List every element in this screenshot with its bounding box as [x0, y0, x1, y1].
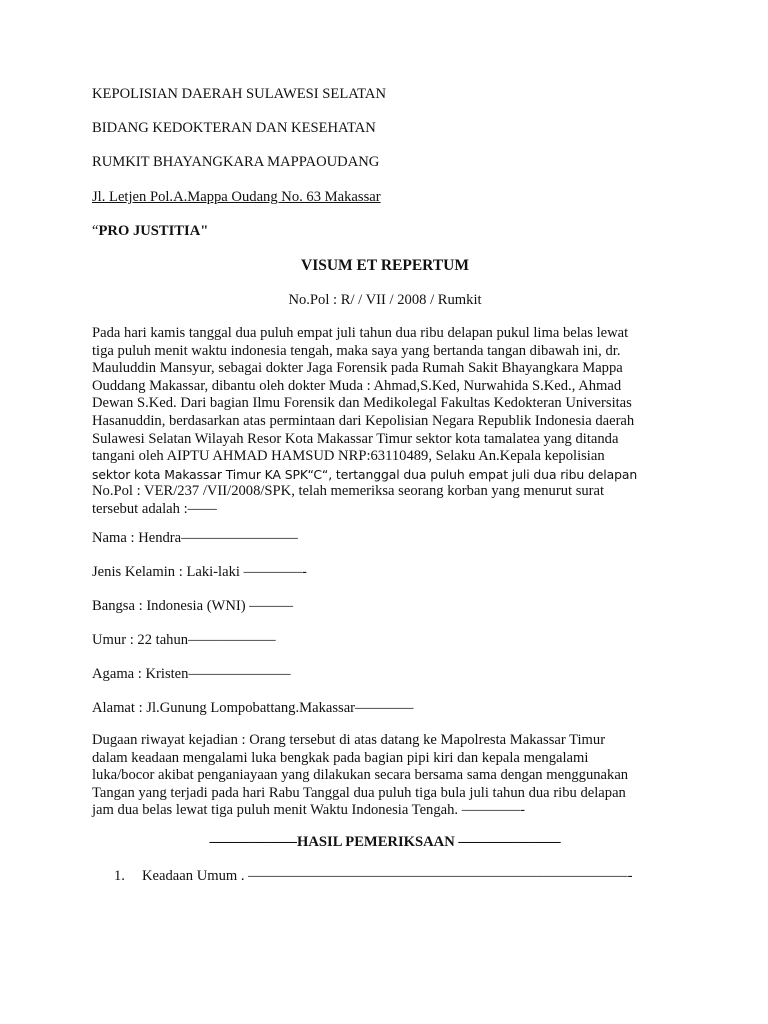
history-paragraph: [92, 732, 704, 820]
header-hospital: RUMKIT BHAYANGKARA MAPPAOUDANG: [92, 154, 380, 170]
field-umur: Umur : 22 tahun——————: [92, 632, 276, 648]
section-heading-hasil-pemeriksaan: ——————HASIL PEMERIKSAAN ———————: [209, 834, 561, 850]
intro-line: sektor kota Makassar Timur KA SPK“C“, tertanggal dua puluh empat juli dua ribu delapan: [92, 466, 638, 482]
intro-line: Ouddang Makassar, dibantu oleh dokter Muda : Ahmad,S.Ked, Nurwahida S.Ked., Ahmad: [92, 377, 622, 394]
list-item: [114, 868, 632, 886]
document-number: No.Pol : R/ / VII / 2008 / Rumkit: [288, 292, 482, 308]
pro-justitia: [92, 223, 208, 241]
pro-justitia-quote: “: [92, 223, 99, 239]
document-title: VISUM ET REPERTUM: [301, 257, 469, 274]
intro-line: Dewan S.Ked. Dari bagian Ilmu Forensik dan Medikolegal Fakultas Kedokteran Universitas: [92, 395, 632, 412]
history-line: Dugaan riwayat kejadian : Orang tersebut di atas datang ke Mapolresta Makassar Timur: [92, 732, 606, 748]
history-line: Tangan yang terjadi pada hari Rabu Tanggal dua puluh tiga bula juli tahun dua ribu delapan: [92, 784, 626, 801]
intro-line: Pada hari kamis tanggal dua puluh empat juli tahun dua ribu delapan pukul lima belas lewat: [92, 325, 629, 341]
intro-line: tersebut adalah :——: [92, 500, 217, 517]
field-nama: Nama : Hendra————————: [92, 530, 298, 546]
history-line: dalam keadaan mengalami luka bengkak pada bagian pipi kiri dan kepala mengalami: [92, 749, 589, 766]
intro-line: Mauluddin Mansyur, sebagai dokter Jaga Forensik pada Rumah Sakit Bhayangkara Mappa: [92, 360, 623, 377]
header-police-region: KEPOLISIAN DAERAH SULAWESI SELATAN: [92, 86, 386, 102]
intro-line: Hasanuddin, berdasarkan atas permintaan dari Kepolisian Negara Republik Indonesia daerah: [92, 412, 635, 429]
field-bangsa: Bangsa : Indonesia (WNI) ———: [92, 598, 294, 614]
field-alamat: Alamat : Jl.Gunung Lompobattang.Makassar————: [92, 700, 414, 716]
header-address: Jl. Letjen Pol.A.Mappa Oudang No. 63 Makassar: [92, 189, 381, 205]
field-agama: Agama : Kristen———————: [92, 666, 291, 682]
list-item-number: 1.: [114, 868, 125, 884]
pro-justitia-text: PRO JUSTITIA": [98, 223, 209, 239]
history-line: jam dua belas lewat tiga puluh menit Waktu Indonesia Tengah. ————-: [92, 802, 525, 819]
intro-line: Sulawesi Selatan Wilayah Resor Kota Makassar Timur sektor kota tamalatea yang ditanda: [92, 430, 619, 447]
intro-line: tiga puluh menit waktu indonesia tengah, maka saya yang bertanda tangan dibawah ini, dr.: [92, 342, 621, 359]
header-department: BIDANG KEDOKTERAN DAN KESEHATAN: [92, 120, 376, 136]
list-item-text: Keadaan Umum . ——————————————————————————-: [142, 868, 633, 884]
intro-line: No.Pol : VER/237 /VII/2008/SPK, telah memeriksa seorang korban yang menurut surat: [92, 483, 605, 500]
history-line: luka/bocor akibat penganiayaan yang dilakukan secara bersama sama dengan menggunakan: [92, 767, 629, 784]
intro-paragraph: [92, 325, 704, 519]
intro-line: tangani oleh AIPTU AHMAD HAMSUD NRP:63110489, Selaku An.Kepala kepolisian: [92, 448, 605, 465]
field-jenis-kelamin: Jenis Kelamin : Laki-laki ————-: [92, 564, 307, 580]
